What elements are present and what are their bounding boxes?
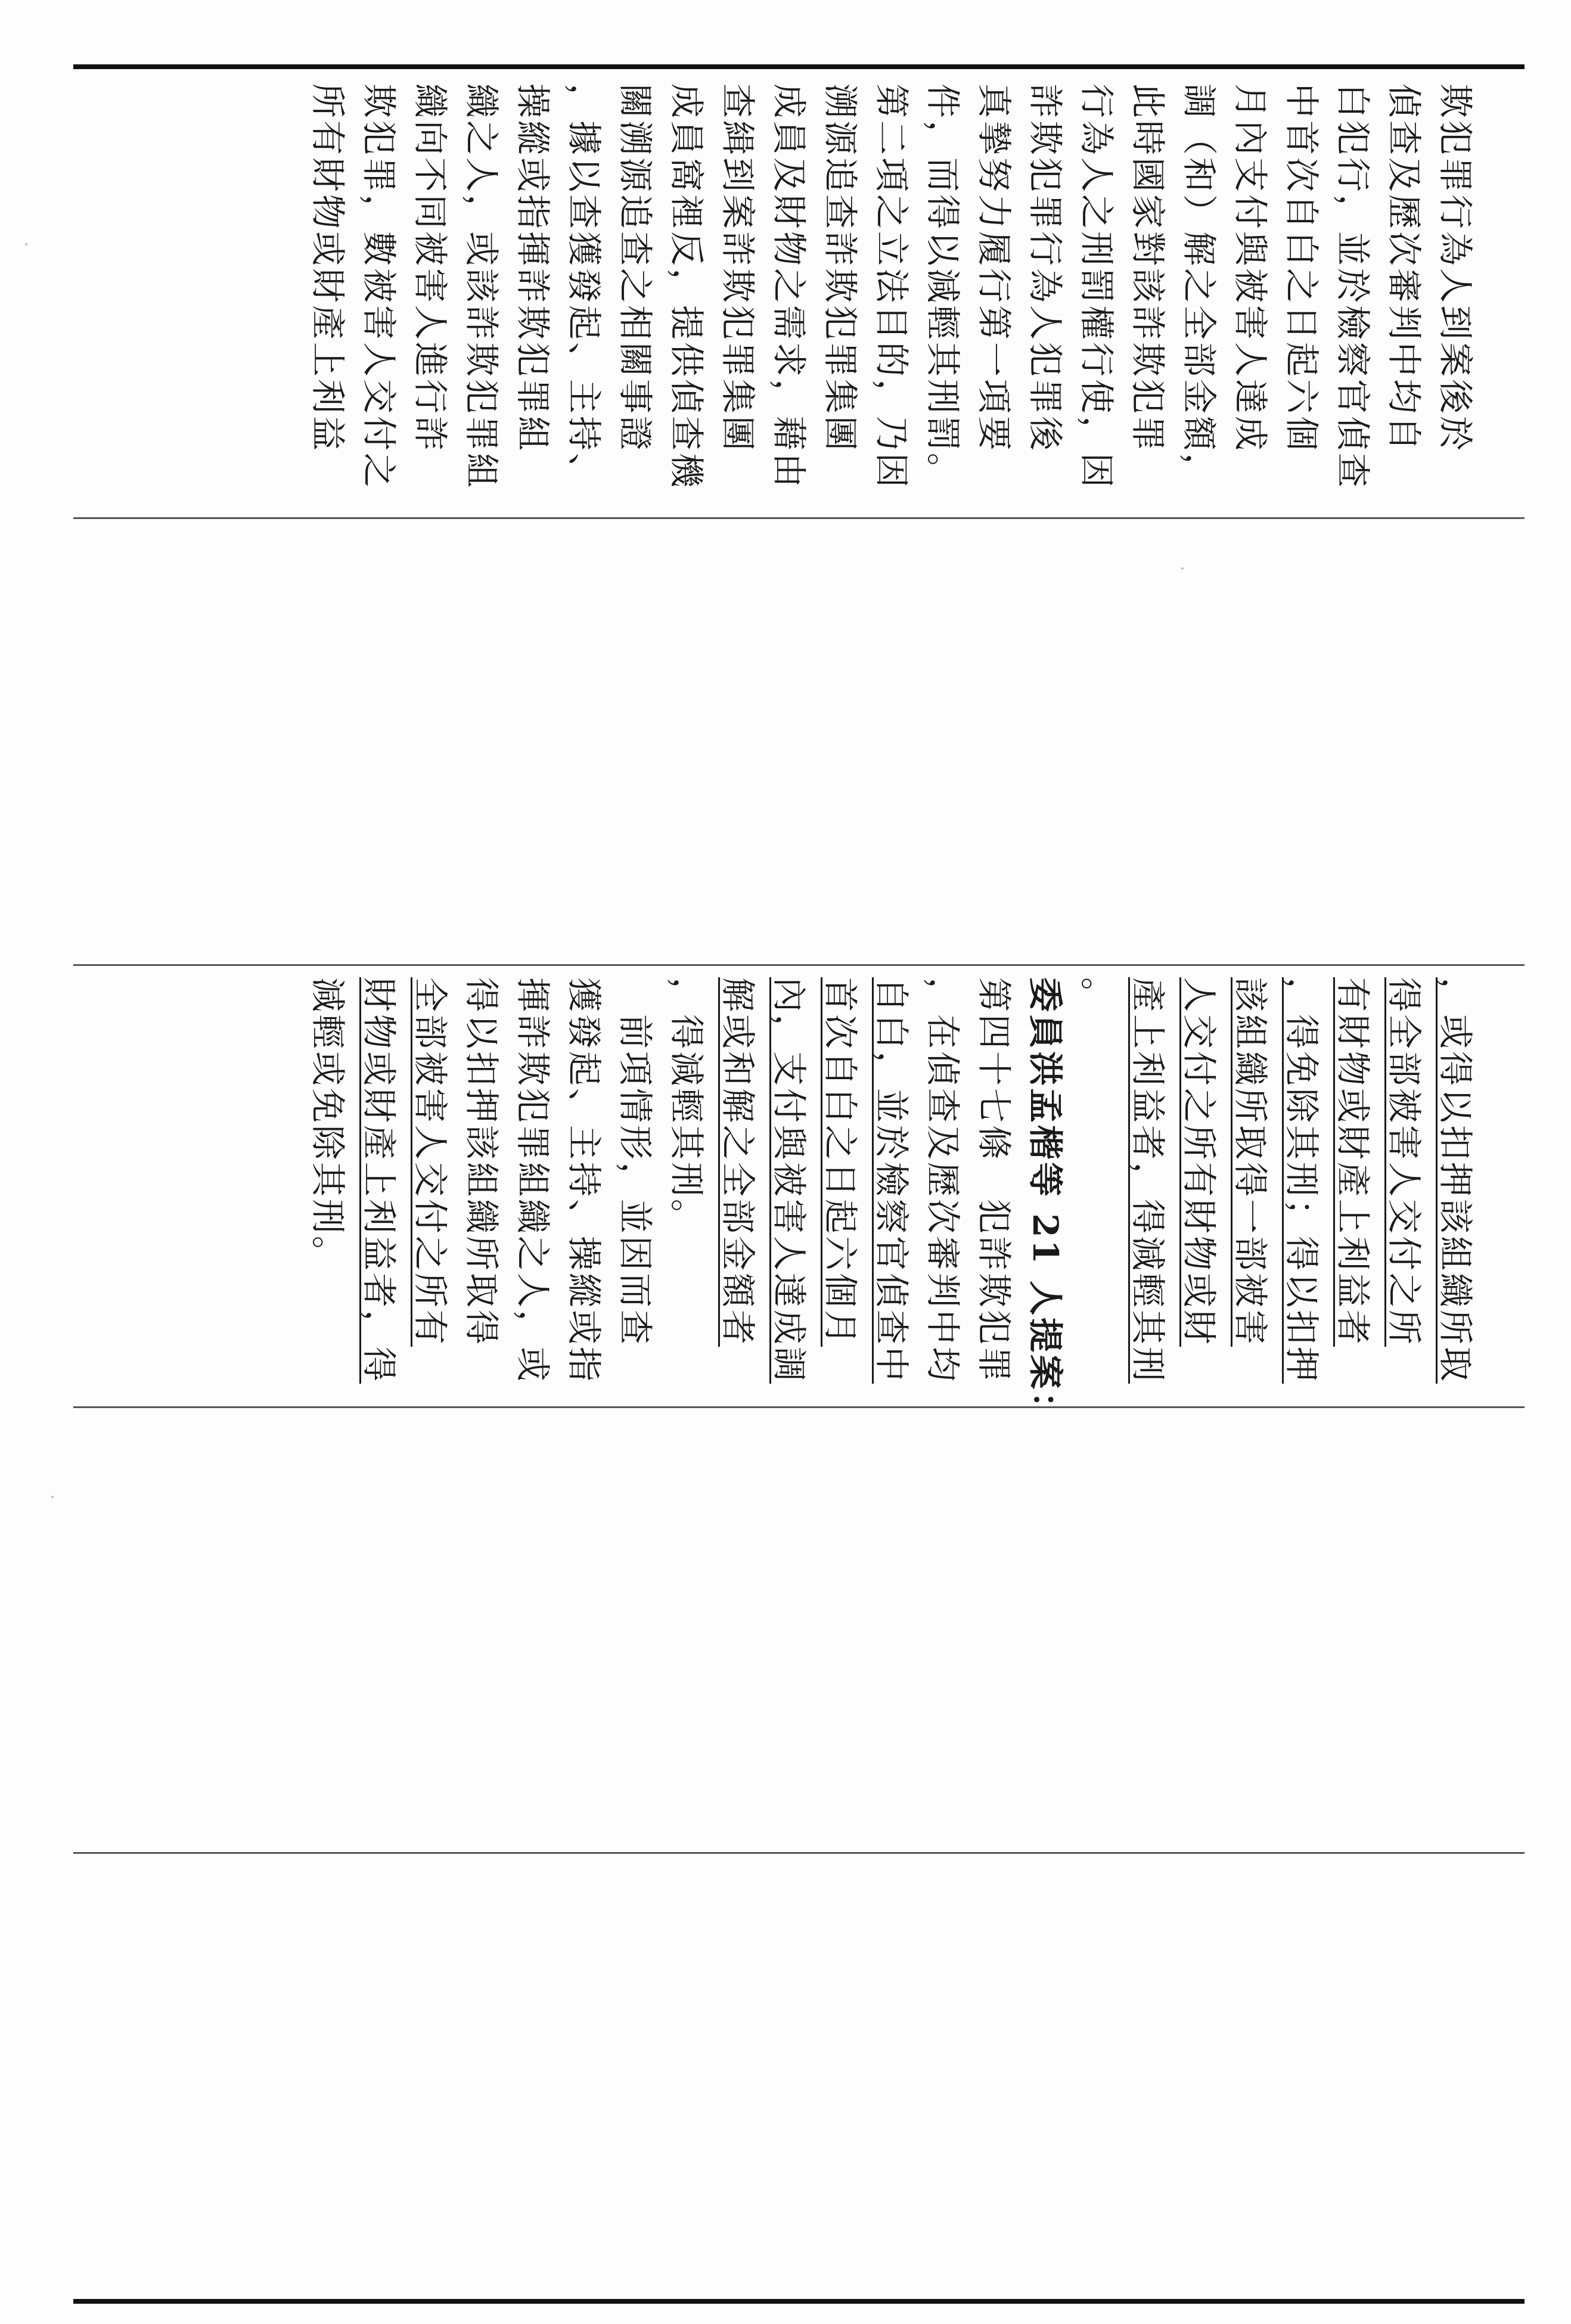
text-line: 人交付之所有財物或財 (1179, 977, 1219, 1347)
scan-speck (51, 1496, 54, 1498)
text-line: 月內支付與被害人達成 (1230, 83, 1271, 453)
text-line: 成員及財物之需求，藉由 (769, 83, 809, 490)
text-line: 有財物或財產上利益者 (1333, 977, 1373, 1347)
text-line: 操縱或指揮詐欺犯罪組 (513, 83, 553, 453)
text-line: 前項情形，並因而查 (615, 977, 656, 1347)
text-line: 全部被害人交付之所有 (410, 977, 451, 1347)
text-line: 得以扣押該組織所取得 (461, 977, 502, 1347)
text-line: 財物或財產上利益者，得 (359, 977, 399, 1384)
text-line: 關溯源追查之相關事證 (615, 83, 656, 453)
text-line: 此時國家對該詐欺犯罪 (1128, 83, 1168, 453)
text-line: 織之人，或該詐欺犯罪組 (461, 83, 502, 490)
table-top-border (73, 64, 1525, 69)
text-line: 偵查及歷次審判中均自 (1384, 83, 1424, 453)
text-line: 減輕或免除其刑。 (308, 977, 348, 1273)
text-line: 行為人之刑罰權行使，因 (1076, 83, 1117, 490)
text-line: ，或得以扣押該組織所取 (1435, 977, 1476, 1384)
text-line: 詐欺犯罪行為人犯罪後 (1025, 83, 1066, 453)
row-divider-2 (73, 964, 1525, 966)
text-line: 該組織所取得一部被害 (1230, 977, 1271, 1347)
article-heading-line: 第四十七條 犯詐欺犯罪 (974, 977, 1014, 1384)
text-line: 解或和解之全部金額者 (718, 977, 758, 1347)
scan-speck (25, 243, 27, 246)
text-line: 獲發起、主持、操縱或指 (564, 977, 604, 1384)
text-line: 調（和）解之全部金額， (1179, 83, 1219, 490)
text-line: 產上利益者，得減輕其刑 (1128, 977, 1168, 1384)
text-line: 所有財物或財產上利益 (308, 83, 348, 453)
text-line: 查緝到案詐欺犯罪集團 (718, 83, 758, 453)
text-line: 織向不同被害人進行詐 (410, 83, 451, 453)
proposal-heading: 委員洪孟楷等 21 人提案： (1025, 977, 1066, 1429)
text-line: 內，支付與被害人達成調 (769, 977, 809, 1384)
text-line: 真摯努力履行第一項要 (974, 83, 1014, 453)
text-line: 件，而得以減輕其刑罰。 (923, 83, 963, 490)
text-line: ，得減輕其刑。 (666, 977, 707, 1236)
row-divider-4 (73, 1852, 1525, 1854)
text-line: 成員窩裡反，提供偵查機 (666, 83, 707, 490)
text-line: 得全部被害人交付之所 (1384, 977, 1424, 1347)
text-line: ，得免除其刑；得以扣押 (1281, 977, 1322, 1384)
text-line: 第二項之立法目的，乃因 (871, 83, 912, 490)
text-line: 中首次自白之日起六個 (1281, 83, 1322, 453)
text-line: ，在偵查及歷次審判中均 (923, 977, 963, 1384)
text-line: 揮詐欺犯罪組織之人，或 (513, 977, 553, 1384)
explanation-text-block (302, 83, 1481, 524)
proposal-text-block (302, 977, 1481, 1429)
scan-speck (1181, 567, 1184, 570)
text-line: 溯源追查詐欺犯罪集團 (820, 83, 861, 453)
text-line: ，據以查獲發起、主持、 (564, 83, 604, 490)
text-line: 欺犯罪行為人到案後於 (1435, 83, 1476, 453)
text-line: 首次自白之日起六個月 (820, 977, 861, 1347)
text-line: 自白，並於檢察官偵查中 (871, 977, 912, 1384)
text-line: 白犯行，並於檢察官偵查 (1333, 83, 1373, 490)
text-line: 欺犯罪，數被害人交付之 (359, 83, 399, 490)
table-bottom-border (73, 2299, 1525, 2304)
text-line: 。 (1076, 977, 1117, 1015)
